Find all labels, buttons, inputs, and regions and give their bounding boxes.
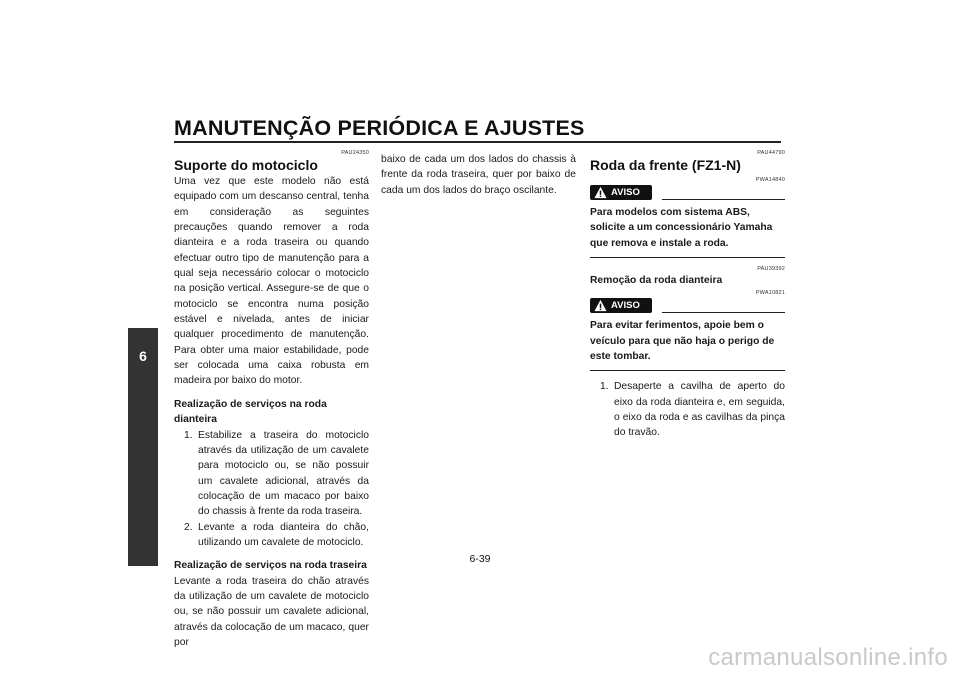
step-number: 2.: [184, 521, 193, 533]
chapter-number: 6: [139, 348, 147, 364]
warning-rule: [662, 199, 785, 200]
front-wheel-heading: Realização de serviços na roda dianteira: [174, 398, 327, 426]
warning-end-rule: [590, 370, 785, 371]
warning-triangle-icon: [594, 186, 607, 199]
warning-text: Para evitar ferimentos, apoie bem o veículo para que não haja o perigo de este tombar.: [590, 320, 775, 363]
warning-label: AVISO: [611, 187, 640, 198]
column-3: [590, 150, 785, 441]
section-code: PAU39392: [757, 266, 785, 273]
section-code: PAU44790: [757, 150, 785, 156]
step-number: 1.: [184, 429, 193, 441]
front-wheel-steps: [174, 428, 369, 551]
section-title: Roda da frente (FZ1-N): [590, 157, 741, 173]
warning-rule: [662, 312, 785, 313]
warning-badge: [590, 298, 652, 313]
warning-badge: [590, 185, 652, 200]
list-item: [590, 379, 785, 440]
column-2: [381, 152, 576, 198]
step-number: 1.: [600, 381, 609, 393]
rear-wheel-paragraph-continued: baixo de cada um dos lados do chassis à frente da roda traseira, quer por baixo de cada um dos lados do braço oscilante.: [381, 154, 576, 196]
page-number: 6-39: [469, 553, 491, 565]
chapter-tab: [128, 328, 158, 566]
step-text: Estabilize a traseira do motociclo através da utilização de um cavalete para motociclo ou, se não possuir um cavalete adicional, através da colocação de um macaco por baixo do chassis à frente da roda traseira.: [198, 429, 369, 518]
step-text: Levante a roda dianteira do chão, utilizando um cavalete de motociclo.: [198, 521, 369, 548]
warning-text: Para modelos com sistema ABS, solicite a um concessionário Yamaha que remova e instale a roda.: [590, 207, 773, 249]
intro-paragraph: Uma vez que este modelo não está equipado com um descanso central, tenha em consideração as seguintes precauções quando remover a roda dianteira e a roda traseira ou quando efectuar outro tipo de manutenção para a qual seja necessário colocar o motociclo na posição vertical. Assegure-se de que o motociclo se encontra numa posição estável e nivelada, antes de iniciar qualquer procedimento de manutenção. Para obter uma maior estabilidade, pode ser colocada uma caixa robusta em madeira por baixo do motor.: [174, 176, 369, 387]
step-text: Desaperte a cavilha de aperto do eixo da roda dianteira e, em seguida, o eixo da roda e as cavilhas da pinça do travão.: [614, 381, 785, 439]
page-title: MANUTENÇÃO PERIÓDICA E AJUSTES: [174, 116, 585, 140]
removal-heading: Remoção da roda dianteira: [590, 275, 723, 287]
column-1: [174, 150, 369, 650]
title-rule: [174, 141, 781, 143]
warning-banner: [590, 185, 785, 201]
section-code: PAU24350: [341, 150, 369, 156]
removal-steps: [590, 379, 785, 440]
warning-label: AVISO: [611, 300, 640, 312]
warning-end-rule: [590, 257, 785, 258]
warning-code: PWA14840: [755, 177, 785, 183]
warning-triangle-icon: [594, 299, 607, 312]
warning-code: PWA10821: [755, 290, 785, 297]
rear-wheel-heading: Realização de serviços na roda traseira: [174, 560, 367, 572]
warning-banner: [590, 298, 785, 314]
list-item: [174, 520, 369, 551]
list-item: [174, 428, 369, 520]
watermark: carmanualsonline.info: [708, 644, 948, 671]
rear-wheel-paragraph: Levante a roda traseira do chão através da utilização de um cavalete de motociclo ou, se não possuir um cavalete adicional, através da colocação de um macaco, quer por: [174, 575, 369, 648]
section-title: Suporte do motociclo: [174, 157, 318, 173]
